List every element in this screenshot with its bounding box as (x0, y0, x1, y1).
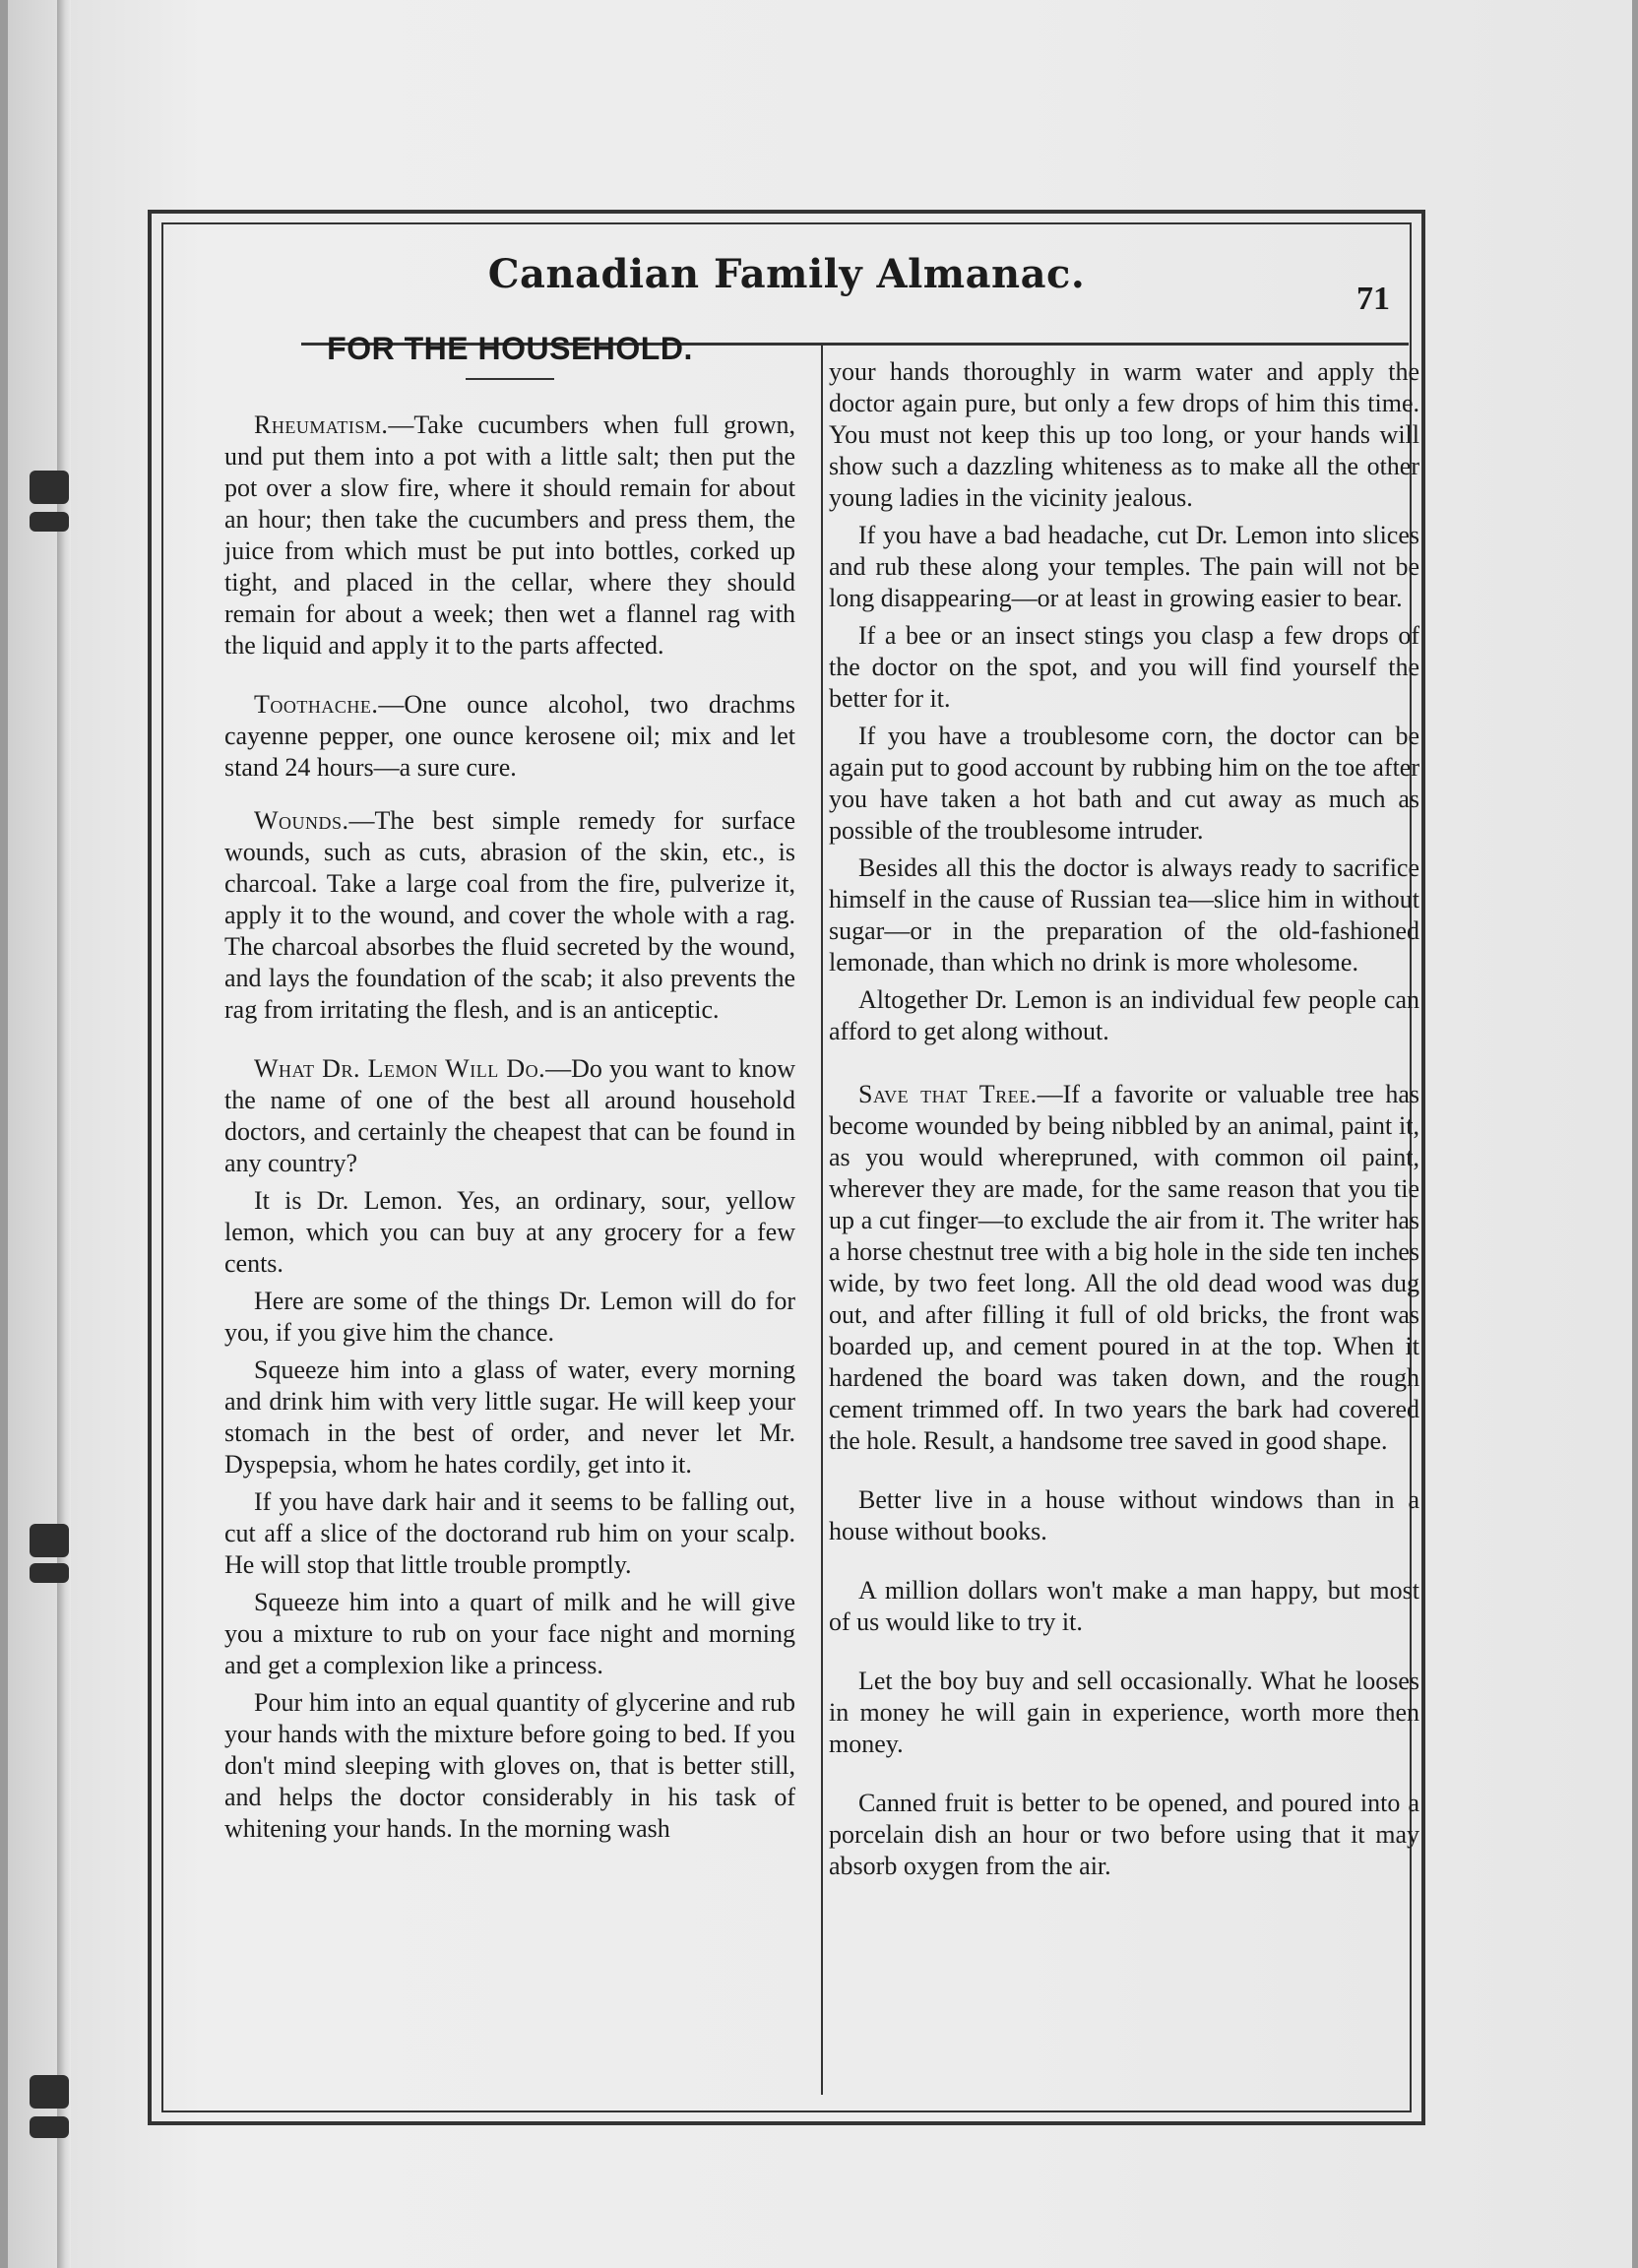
entry-text: —Take cucumbers when full grown, und put them into a pot with a little salt; then put the pot over a slow fire, where it should remain for about an hour; then take the cucumbers and press them, the juice from which must be put into bottles, corked up tight, and placed in the cellar, where they should remain for about a week; then wet a flannel rag with the liquid and apply it to the parts affected. (224, 410, 795, 660)
proverb: Canned fruit is better to be opened, and poured into a porcelain dish an hour or two before using that it may absorb oxygen from the air. (829, 1789, 1419, 1880)
left-column (224, 333, 795, 1851)
entry-text: —One ounce alcohol, two drachms cayenne pepper, one ounce kerosene oil; mix and let stand 24 hours—a sure cure. (224, 690, 795, 782)
entry-lead: Wounds. (254, 806, 349, 835)
entry-lemon (224, 1053, 795, 1179)
entry-lead: Save that Tree. (858, 1080, 1038, 1108)
page-header (165, 251, 1408, 330)
proverb: A million dollars won't make a man happy, but most of us would like to try it. (829, 1576, 1419, 1636)
section-title: FOR THE HOUSEHOLD. (327, 331, 693, 366)
entry-toothache (224, 689, 795, 784)
lemon-paragraph: Squeeze him into a quart of milk and he will give you a mixture to rub on your face night and morning and get a complexion like a princess. (224, 1588, 795, 1679)
entry-save-tree (829, 1079, 1419, 1457)
entry-lead: What Dr. Lemon Will Do. (254, 1054, 546, 1083)
entry-wounds (224, 805, 795, 1026)
column-divider (821, 343, 823, 2095)
lemon-continued-paragraph: Altogether Dr. Lemon is an individual few people can afford to get along without. (829, 985, 1419, 1045)
binding-stitch (30, 1563, 69, 1583)
lemon-continued-paragraph: your hands thoroughly in warm water and apply the doctor again pure, but only a few drops of him this time. You must not keep this up too long, or your hands will show such a dazzling whiteness as to make all the other young ladies in the vicinity jealous. (829, 357, 1419, 512)
right-column (829, 356, 1419, 1910)
lemon-paragraph: Squeeze him into a glass of water, every morning and drink him with very little sugar. He will keep your stomach in the best of order, and never let Mr. Dyspepsia, whom he hates cordily, get into it. (224, 1355, 795, 1479)
binding-fold (57, 0, 71, 2268)
lemon-paragraph: Pour him into an equal quantity of glycerine and rub your hands with the mixture before going to bed. If you don't mind sleeping with gloves on, that is better still, and helps the doctor considerably in his task of whitening your hands. In the morning wash (224, 1688, 795, 1843)
lemon-continued-paragraph: If a bee or an insect stings you clasp a few drops of the doctor on the spot, and you will find yourself the better for it. (829, 621, 1419, 713)
binding-stitch (30, 512, 69, 532)
binding-stitch (30, 1524, 69, 1557)
lemon-continued-paragraph: If you have a troublesome corn, the doctor can be again put to good account by rubbing him on the toe after you have taken a hot bath and cut away as much as possible of the troublesome intruder. (829, 722, 1419, 845)
lemon-paragraph: Here are some of the things Dr. Lemon will do for you, if you give him the chance. (224, 1287, 795, 1347)
binding-stitch (30, 2116, 69, 2138)
entry-lead: Rheumatism. (254, 410, 389, 439)
almanac-title: Canadian Family Almanac. (487, 251, 1086, 297)
binding-stitch (30, 2075, 69, 2109)
entry-text: —The best simple remedy for surface wounds, such as cuts, abrasion of the skin, etc., is charcoal. Take a large coal from the fire, pulverize it, apply it to the wound, and cover the whole with a rag. The charcoal absorbes the fluid secreted by the wound, and lays the foundation of the scab; it also prevents the rag from irritating the flesh, and is an anticeptic. (224, 806, 795, 1024)
lemon-continued-paragraph: Besides all this the doctor is always ready to sacrifice himself in the cause of Russian tea—slice him in without sugar—or in the preparation of the old-fashioned lemonade, than which no drink is more wholesome. (829, 853, 1419, 976)
lemon-paragraph: If you have dark hair and it seems to be falling out, cut aff a slice of the doctorand rub him on your scalp. He will stop that little trouble promptly. (224, 1487, 795, 1579)
proverb: Better live in a house without windows than in a house without books. (829, 1485, 1419, 1545)
section-rule (466, 378, 554, 380)
proverb: Let the boy buy and sell occasionally. What he looses in money he will gain in experience, worth more then money. (829, 1667, 1419, 1758)
lemon-continued-paragraph: If you have a bad headache, cut Dr. Lemon into slices and rub these along your temples. The pain will not be long disappearing—or at least in growing easier to bear. (829, 521, 1419, 612)
page-number: 71 (1356, 281, 1390, 317)
lemon-paragraph: It is Dr. Lemon. Yes, an ordinary, sour, yellow lemon, which you can buy at any grocery for a few cents. (224, 1186, 795, 1278)
entry-text: —If a favorite or valuable tree has become wounded by being nibbled by an animal, paint it, as you would wherepruned, with common oil paint, wherever they are made, for the same reason that you tie up a cut finger—to exclude the air from it. The writer has a horse chestnut tree with a big hole in the side ten inches wide, by two feet long. All the old dead wood was dug out, and after filling it full of old bricks, the front was boarded up, and cement poured in at the top. When it hardened the board was taken down, and the rough cement trimmed off. In two years the bark had covered the hole. Result, a handsome tree saved in good shape. (829, 1080, 1419, 1455)
binding-stitch (30, 471, 69, 504)
entry-lead: Toothache. (254, 690, 379, 719)
entry-rheumatism (224, 410, 795, 662)
entry-text: —Do you want to know the name of one of the best all around household doctors, and certainly the cheapest that can be found in any country? (224, 1054, 795, 1177)
